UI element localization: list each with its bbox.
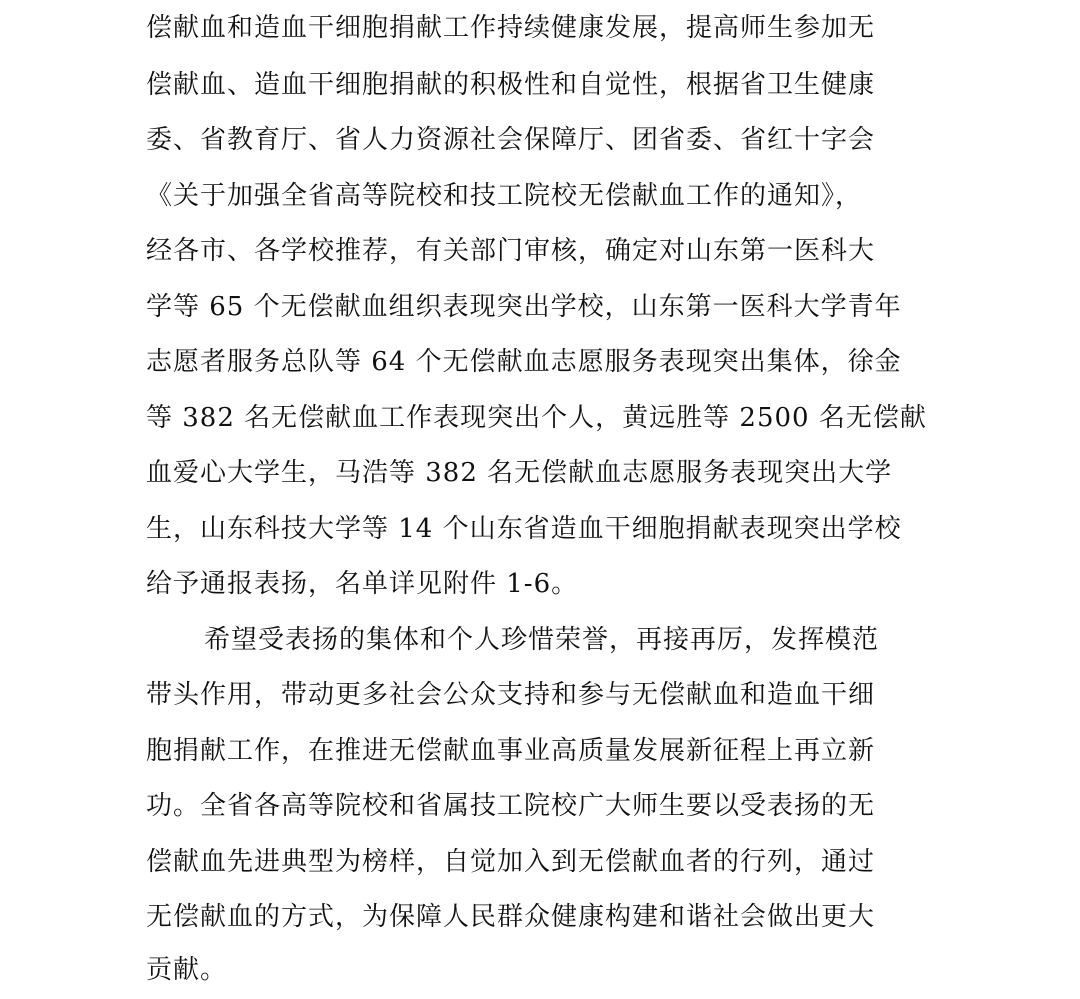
text-line: 委、省教育厅、省人力资源社会保障厅、团省委、省红十字会 [146,125,876,155]
text-line: 经各市、各学校推荐，有关部门审核，确定对山东第一医科大 [146,236,876,266]
text-line: 带头作用，带动更多社会公众支持和参与无偿献血和造血干细 [146,680,876,710]
text-line: 胞捐献工作，在推进无偿献血事业高质量发展新征程上再立新 [146,736,876,766]
text-line: 希望受表扬的集体和个人珍惜荣誉，再接再厉，发挥模范 [204,625,880,655]
text-line: 偿献血、造血干细胞捐献的积极性和自觉性，根据省卫生健康 [146,70,876,100]
text-line: 功。全省各高等院校和省属技工院校广大师生要以受表扬的无 [146,791,876,821]
text-line: 偿献血和造血干细胞捐献工作持续健康发展，提高师生参加无 [146,13,876,43]
text-line: 等 382 名无偿献血工作表现突出个人，黄远胜等 2500 名无偿献 [146,403,927,433]
text-line: 血爱心大学生，马浩等 382 名无偿献血志愿服务表现突出大学 [146,458,893,488]
text-line: 偿献血先进典型为榜样，自觉加入到无偿献血者的行列，通过 [146,847,876,877]
text-line: 给予通报表扬，名单详见附件 1-6。 [146,569,579,599]
text-line: 生，山东科技大学等 14 个山东省造血干细胞捐献表现突出学校 [146,514,902,544]
text-line: 志愿者服务总队等 64 个无偿献血志愿服务表现突出集体，徐金 [146,347,902,377]
text-line: 《关于加强全省高等院校和技工院校无偿献血工作的通知》， [146,181,863,211]
text-line: 无偿献血的方式，为保障人民群众健康构建和谐社会做出更大 [146,902,876,932]
text-line: 贡献。 [146,955,228,985]
text-line: 学等 65 个无偿献血组织表现突出学校，山东第一医科大学青年 [146,292,902,322]
